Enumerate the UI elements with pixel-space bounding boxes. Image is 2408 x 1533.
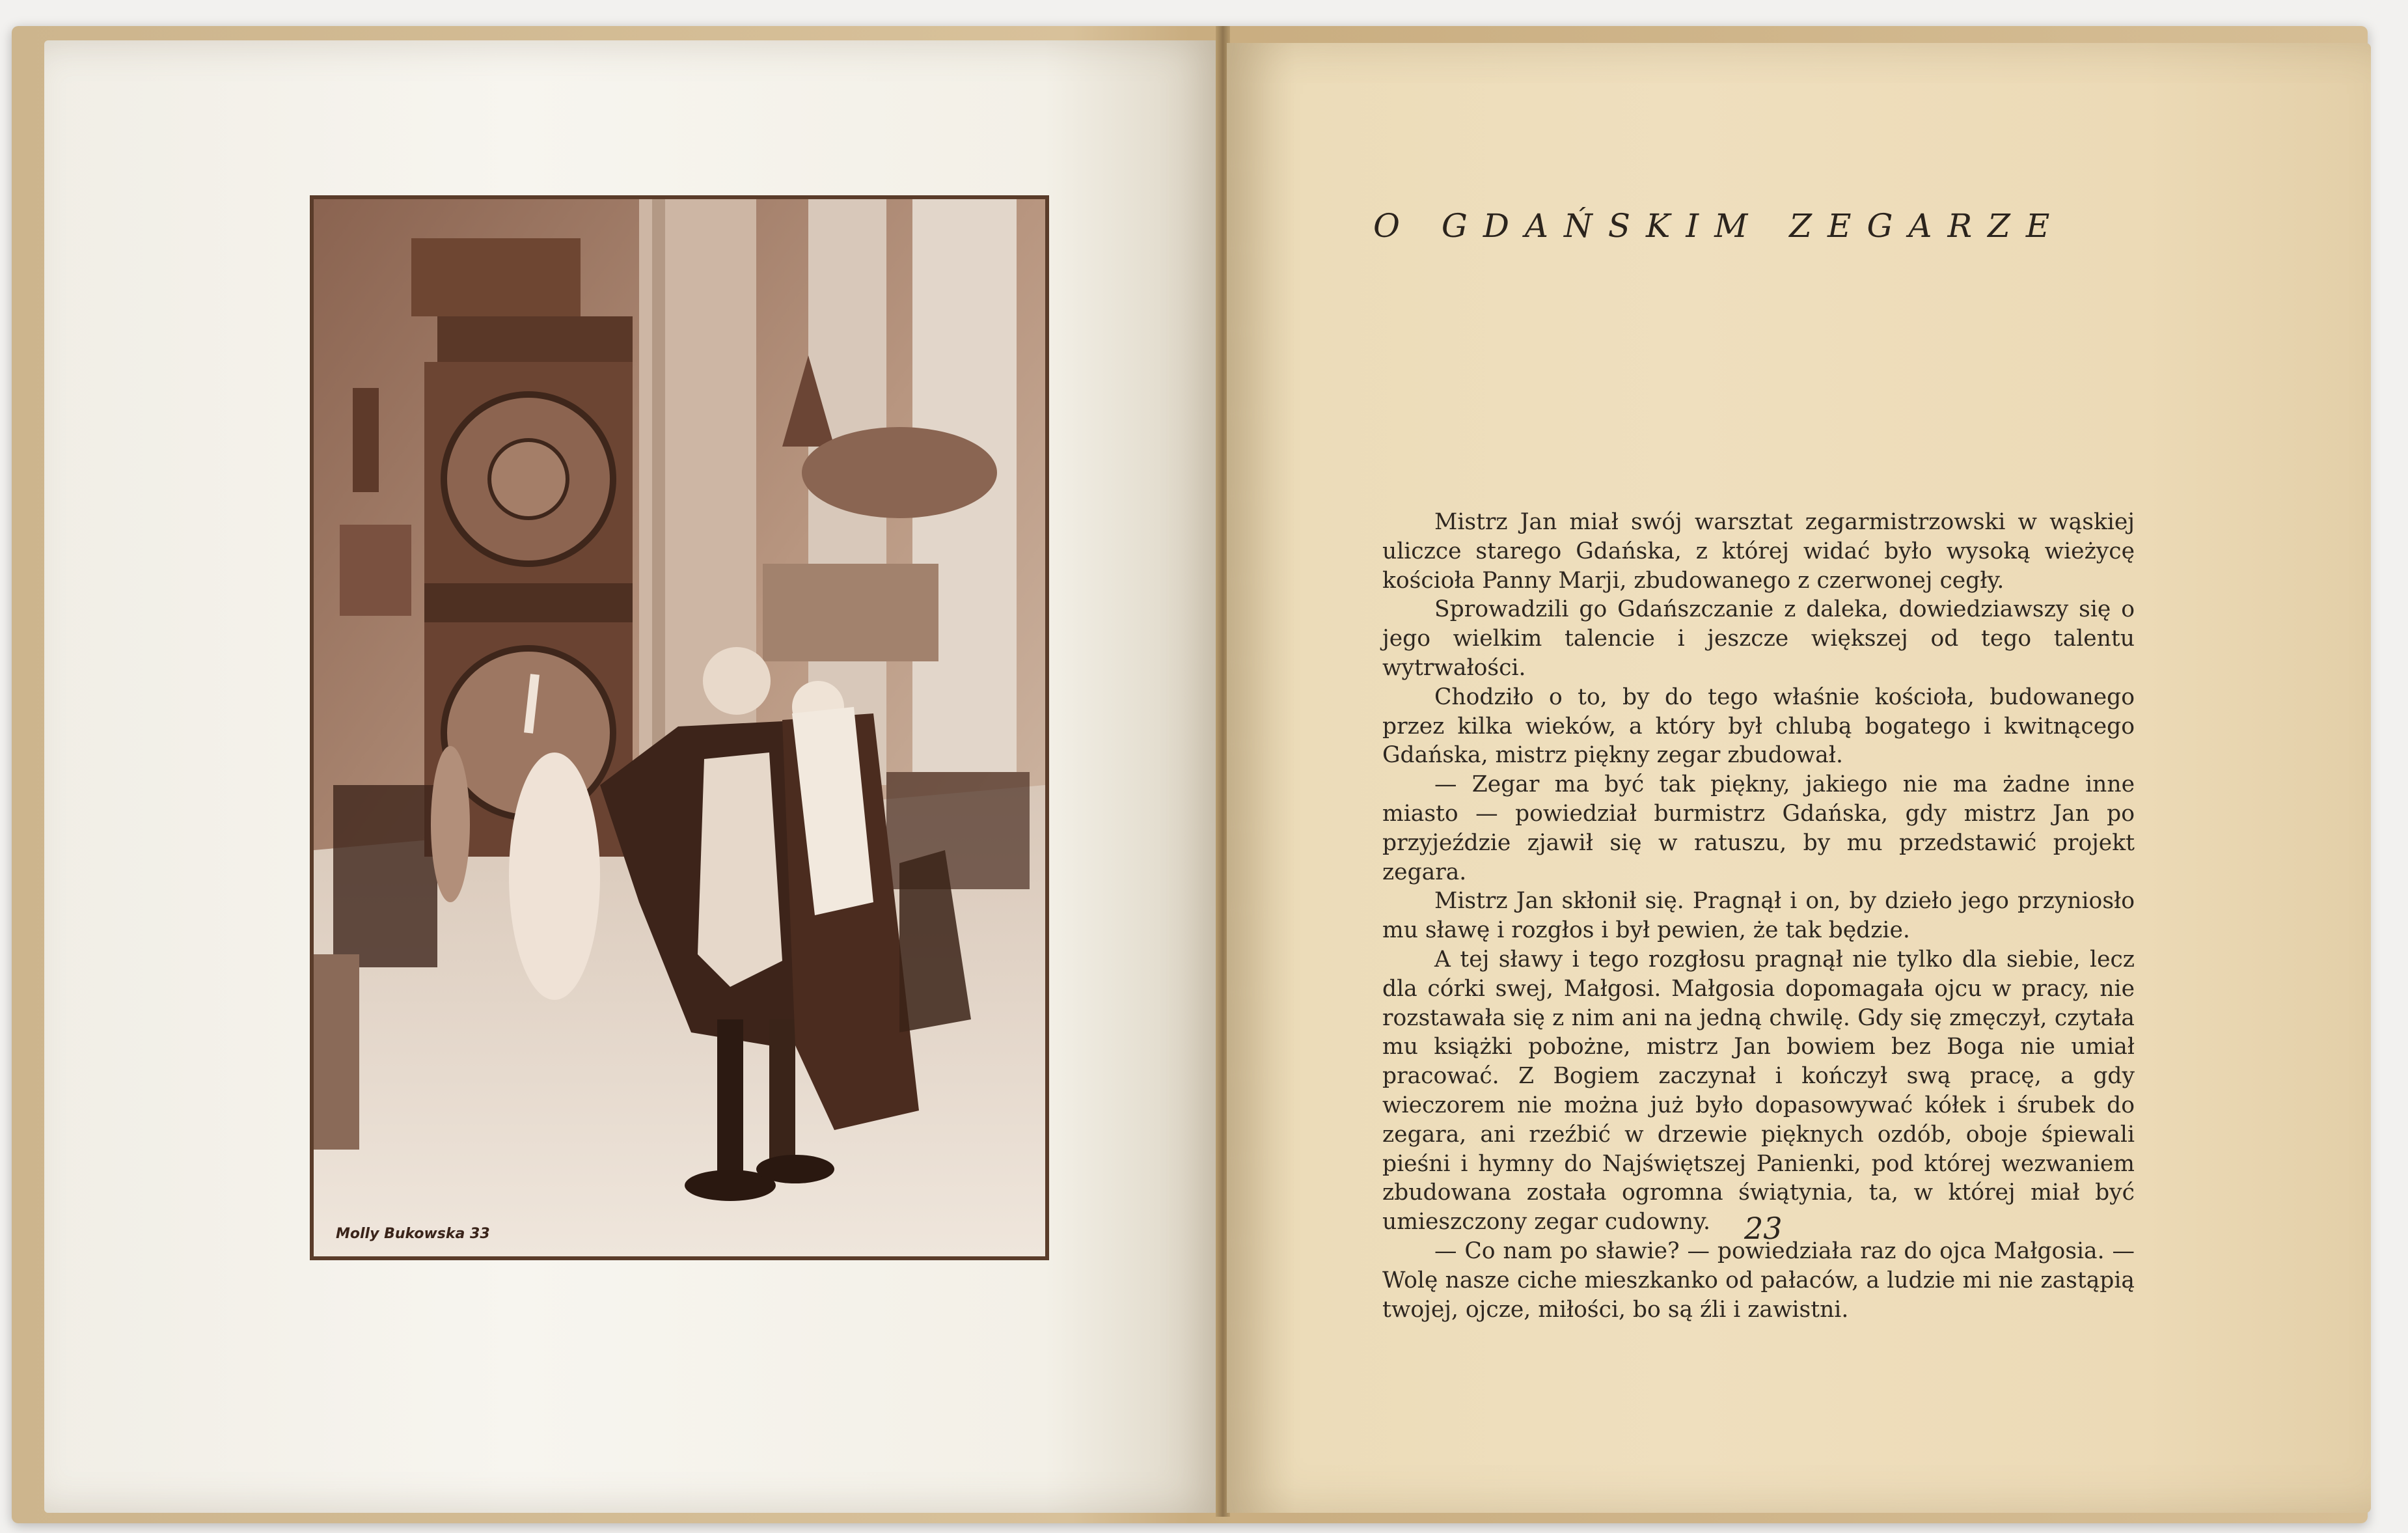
left-page — [44, 40, 1221, 1513]
cathedral-clock-illustration — [314, 199, 1045, 1256]
paragraph: — Zegar ma być tak piękny, jakiego nie ma żadne inne miasto — powiedział burmistrz Gdańska, gdy mistrz Jan po przyjeździe zjawił się w ratuszu, by mu przedstawić projekt zegara. — [1382, 771, 2135, 885]
paragraph: Chodziło o to, by do tego właśnie kościoła, budowanego przez kilka wieków, a który był chlubą bogatego i kwitnącego Gdańska, mistrz piękny zegar zbudował. — [1382, 684, 2135, 769]
illustration-plate — [310, 195, 1049, 1260]
paragraph: Mistrz Jan skłonił się. Pragnął i on, by dzieło jego przyniosło mu sławę i rozgłos i był pewien, że tak będzie. — [1382, 888, 2135, 944]
artist-signature: Molly Bukowska 33 — [336, 1226, 490, 1242]
paragraph: Sprowadzili go Gdańszczanie z daleka, dowiedziawszy się o jego wielkim talencie i jeszcze większej od tego talentu wytrwałości. — [1382, 596, 2135, 681]
chapter-body-text — [1382, 508, 2135, 1324]
chapter-title: O GDAŃSKIM ZEGARZE — [1373, 207, 2066, 245]
page-number: 23 — [1744, 1211, 1783, 1246]
paragraph: Mistrz Jan miał swój warsztat zegarmistrzowski w wąskiej uliczce starego Gdańska, z której widać było wysoką wieżycę kościoła Panny Marji, zbudowanego z czerwonej cegły. — [1382, 509, 2135, 594]
paragraph: A tej sławy i tego rozgłosu pragnął nie tylko dla siebie, lecz dla córki swej, Małgosi. Małgosia dopomagała ojcu w pracy, nie rozstawała się z nim ani na jedną chwilę. Gdy się zmęczył, czytała mu książki pobożne, mistrz Jan bowiem bez Boga nie umiał pracować. Z Bogiem zaczynał i kończył swą pracę, a gdy wieczorem nie można już było dopasowywać kółek i śrubek do zegara, ani rzeźbić w drzewie pięknych ozdób, oboje śpiewali pieśni i hymny do Najświętszej Panienki, pod której wezwaniem zbudowana została ogromna świątynia, ta, w której miał być umieszczony zegar cudowny. — [1382, 946, 2135, 1236]
paragraph: — Co nam po sławie? — powiedziała raz do ojca Małgosia. — Wolę nasze ciche mieszkanko od pałaców, a ludzie mi nie zastąpią twojej, ojcze, miłości, bo są źli i zawistni. — [1382, 1237, 2135, 1323]
